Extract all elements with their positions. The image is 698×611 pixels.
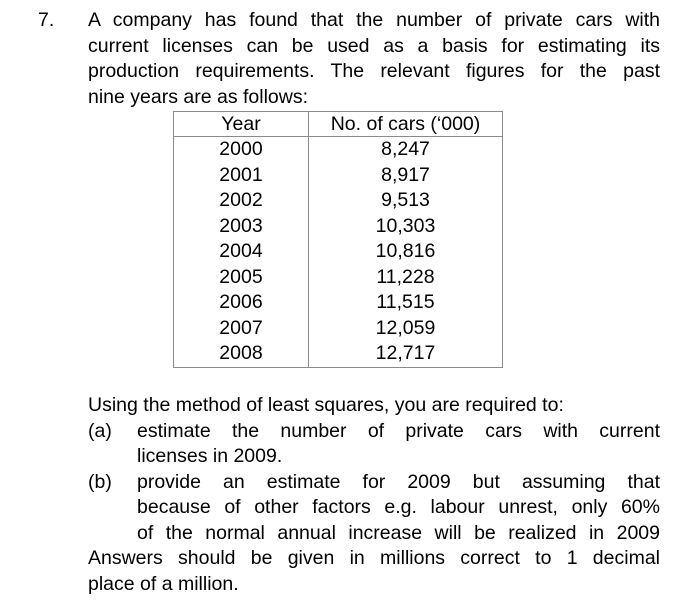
cell-year: 2007 (174, 316, 309, 342)
cell-cars: 9,513 (309, 188, 503, 214)
cell-year: 2005 (174, 265, 309, 291)
table-row (174, 239, 503, 265)
item-line: because of other factors e.g. labour unrest, only 60% (137, 496, 660, 518)
closing-line: place of a million. (88, 572, 239, 595)
header-year: Year (174, 112, 309, 137)
item-line: licenses in 2009. (137, 445, 283, 467)
cell-year: 2000 (174, 137, 309, 163)
header-cars: No. of cars (‘000) (309, 112, 503, 137)
item-b (88, 470, 660, 547)
cell-year: 2003 (174, 214, 309, 240)
intro-line: current licenses can be used as a basis for estimating its (88, 34, 660, 57)
intro-line: production requirements. The relevant figures for the past (88, 60, 660, 82)
cell-year: 2004 (174, 239, 309, 265)
table-row (174, 188, 503, 214)
item-line: provide an estimate for 2009 but assuming that (137, 470, 660, 493)
closing-note (88, 546, 660, 597)
cell-cars: 12,717 (309, 341, 503, 367)
cell-cars: 12,059 (309, 316, 503, 342)
closing-line: Answers should be given in millions correct to 1 decimal (88, 547, 660, 569)
instructions (88, 393, 660, 597)
table-row (174, 341, 503, 367)
cars-table (173, 111, 503, 368)
table-row (174, 214, 503, 240)
cell-cars: 10,816 (309, 239, 503, 265)
cell-year: 2008 (174, 341, 309, 367)
table-row (174, 163, 503, 189)
intro-line: nine years are as follows: (88, 85, 309, 108)
cell-year: 2006 (174, 290, 309, 316)
table-row (174, 316, 503, 342)
item-line: of the normal annual increase will be realized in 2009 (137, 521, 660, 544)
question-number: 7. (38, 9, 55, 31)
item-label: (b) (88, 470, 112, 493)
table-header-row (174, 112, 503, 137)
cell-cars: 8,917 (309, 163, 503, 189)
cell-cars: 10,303 (309, 214, 503, 240)
item-a (88, 419, 660, 470)
cell-year: 2001 (174, 163, 309, 189)
cell-cars: 11,228 (309, 265, 503, 291)
instructions-lead: Using the method of least squares, you are required to: (88, 394, 564, 416)
item-line: estimate the number of private cars with current (137, 419, 660, 442)
cell-cars: 11,515 (309, 290, 503, 316)
table-row (174, 290, 503, 316)
intro-line: A company has found that the number of private cars with (88, 9, 660, 31)
table-row (174, 137, 503, 163)
item-label: (a) (88, 419, 112, 442)
cell-year: 2002 (174, 188, 309, 214)
cell-cars: 8,247 (309, 137, 503, 163)
table-row (174, 265, 503, 291)
question-intro (88, 8, 660, 110)
